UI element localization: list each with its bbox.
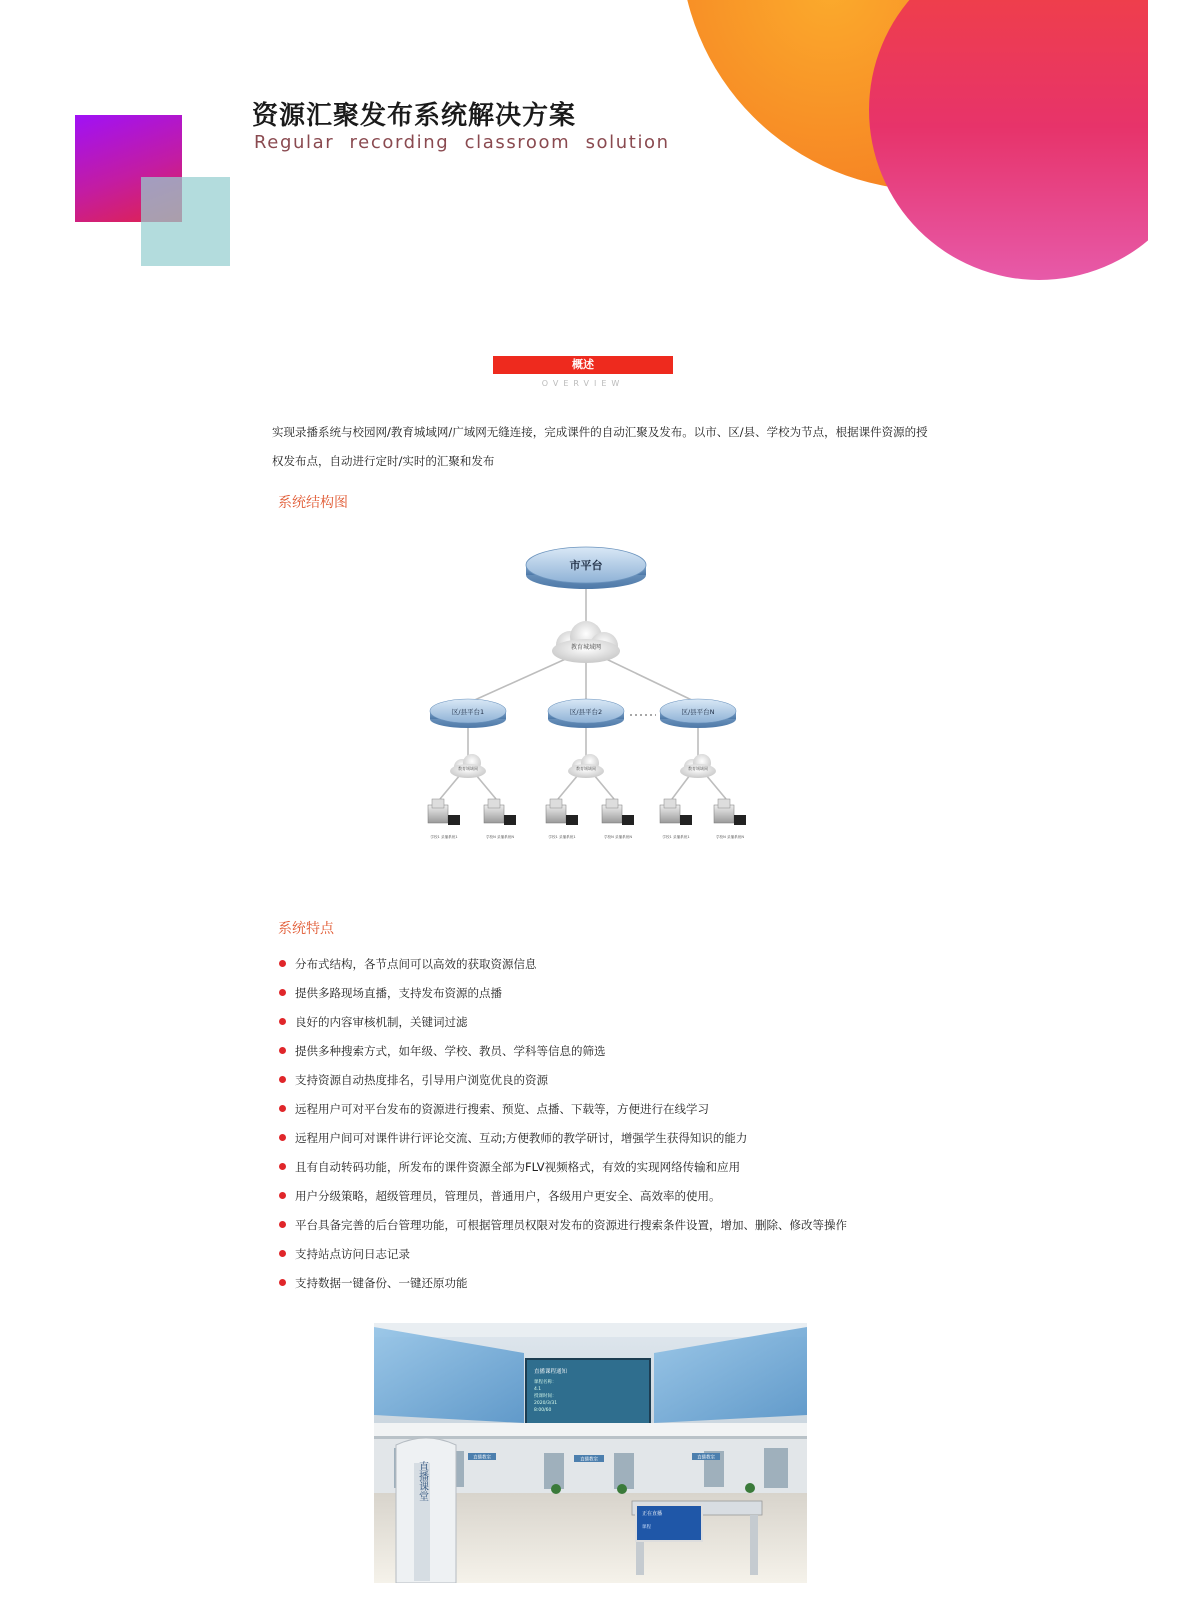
feature-item [279,1013,847,1042]
feature-item [279,1187,847,1216]
sub-network-cloud-3 [680,754,716,778]
sub-cloud-label-2: 教育城域网 [576,766,596,771]
feature-item [279,1100,847,1129]
school-label: 学校1 录播系统1 [662,835,690,839]
feature-item [279,1071,847,1100]
bullet-icon [279,989,286,996]
main-network-cloud [552,621,620,663]
decorative-pink-circle [869,0,1190,280]
feature-text: 良好的内容审核机制，关键词过滤 [295,1015,468,1029]
overview-heading-en: OVERVIEW [541,379,625,388]
bullet-icon [279,1105,286,1112]
feature-text: 支持资源自动热度排名，引导用户浏览优良的资源 [295,1073,548,1087]
desk-screen-title: 正在直播 [642,1511,663,1517]
district-platform-node-2 [548,699,624,728]
school-label: 学校1 录播系统1 [430,835,458,839]
sub-cloud-label-1: 教育城域网 [458,766,478,771]
hall-illustration [374,1323,807,1583]
feature-item [279,984,847,1013]
page-right-margin [1148,0,1190,300]
feature-text: 平台具备完善的后台管理功能，可根据管理员权限对发布的资源进行搜索条件设置，增加、删除、修改等操作 [295,1218,847,1232]
screen-line: 授课时间： [534,1394,557,1399]
system-architecture-diagram [420,545,790,870]
school-labels [430,834,744,839]
school-recording-system-icons [428,799,746,825]
desk-screen-sub: 课程 [642,1525,651,1530]
feature-item [279,1042,847,1071]
screen-line: 2020/3/31 [534,1401,558,1406]
feature-item [279,1245,847,1274]
feature-text: 远程用户间可对课件讲行评论交流、互动;方便教师的教学研讨，增强学生获得知识的能力 [295,1131,748,1145]
bullet-icon [279,1221,286,1228]
district-platform-node-n [660,699,736,728]
screen-title: 直播课程通知 [534,1369,568,1375]
room-sign: 直播教室 [697,1455,715,1461]
sub-network-cloud-1 [450,754,486,778]
feature-text: 分布式结构，各节点间可以高效的获取资源信息 [295,957,537,971]
bullet-icon [279,960,286,967]
bullet-icon [279,1192,286,1199]
city-platform-node [526,547,646,589]
screen-line: 4.1 [534,1387,542,1392]
features-list [279,955,847,1303]
features-title: 系统特点 [278,921,334,937]
district-label-2: 区/县平台2 [569,708,603,716]
page-title: 资源汇聚发布系统解决方案 [252,101,577,131]
feature-text: 远程用户可对平台发布的资源进行搜索、预览、点播、下载等，方便进行在线学习 [295,1102,709,1116]
bullet-icon [279,1250,286,1257]
feature-text: 支持数据一键备份、一键还原功能 [295,1276,468,1290]
overview-text: 实现录播系统与校园网/教育城域网/广域网无缝连接，完成课件的自动汇聚及发布。以市、区/县、学校为节点，根据课件资源的授权发布点，自动进行定时/实时的汇聚和发布 [272,425,928,468]
room-sign: 直播教室 [473,1455,491,1461]
bullet-icon [279,1134,286,1141]
district-platform-node-1 [430,699,506,728]
feature-text: 提供多路现场直播，支持发布资源的点播 [295,986,502,1000]
bullet-icon [279,1076,286,1083]
feature-item [279,955,847,984]
feature-item [279,1216,847,1245]
feature-text: 支持站点访问日志记录 [295,1247,410,1261]
district-label-n: 区/县平台N [681,708,715,716]
main-cloud-label: 教育城域网 [570,644,602,651]
feature-item [279,1158,847,1187]
district-label-1: 区/县平台1 [451,708,485,716]
room-sign: 直播教室 [580,1457,598,1463]
bullet-icon [279,1163,286,1170]
feature-text: 提供多种搜索方式，如年级、学校、教员、学科等信息的筛选 [295,1044,606,1058]
bullet-icon [279,1279,286,1286]
school-label: 学校N 录播系统N [715,835,745,839]
school-label: 学校N 录播系统N [603,835,633,839]
page-subtitle-en: Regular recording classroom solution [254,132,670,153]
live-classroom-hall-image [374,1323,807,1583]
architecture-title: 系统结构图 [278,495,348,511]
school-label: 学校N 录播系统N [485,835,515,839]
decorative-teal-square [141,177,230,266]
pillar-sign-text: 直播课堂 [416,1461,428,1501]
screen-line: 课程名称： [534,1380,557,1385]
feature-text: 用户分级策略，超级管理员，管理员，普通用户，各级用户更安全、高效率的使用。 [295,1189,721,1203]
bullet-icon [279,1018,286,1025]
city-platform-label: 市平台 [569,559,603,572]
overview-heading: 概述 [493,356,673,374]
screen-line: 8:00/60 [534,1408,552,1413]
bullet-icon [279,1047,286,1054]
school-label: 学校1 录播系统1 [548,835,576,839]
sub-network-cloud-2 [568,754,604,778]
sub-cloud-label-3: 教育城域网 [688,766,708,771]
feature-text: 且有自动转码功能，所发布的课件资源全部为FLV视频格式，有效的实现网络传输和应用 [295,1160,741,1174]
feature-item [279,1274,847,1303]
feature-item [279,1129,847,1158]
